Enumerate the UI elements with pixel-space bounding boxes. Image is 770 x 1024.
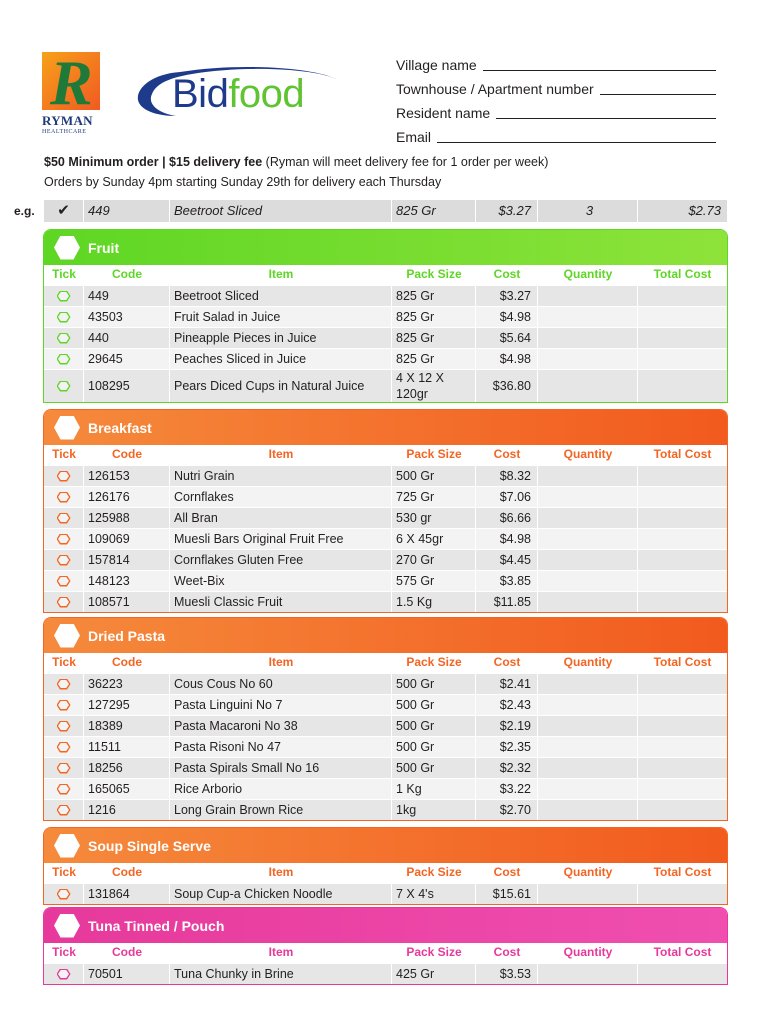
row-cost: $4.98 [476, 349, 538, 369]
row-cost: $2.19 [476, 716, 538, 736]
row-code: 109069 [84, 529, 170, 549]
row-pack: 7 X 4's [392, 884, 476, 904]
tick-hexagon-icon[interactable] [57, 889, 71, 900]
tick-cell[interactable] [44, 964, 84, 984]
resident-details-form [396, 51, 716, 147]
column-header-cost: Cost [493, 865, 521, 879]
bidfood-word-food: food [228, 72, 305, 116]
total-cost-input[interactable] [638, 466, 727, 486]
tick-cell[interactable] [44, 800, 84, 820]
townhouse-number-input-line[interactable] [600, 94, 716, 95]
row-item: Rice Arborio [170, 779, 392, 799]
row-item: Pasta Linguini No 7 [170, 695, 392, 715]
total-cost-input[interactable] [638, 307, 727, 327]
quantity-input[interactable] [538, 737, 638, 757]
quantity-input[interactable] [538, 884, 638, 904]
row-pack: 425 Gr [392, 964, 476, 984]
tick-hexagon-icon[interactable] [57, 471, 71, 482]
tick-cell[interactable] [44, 779, 84, 799]
total-cost-input[interactable] [638, 758, 727, 778]
row-code: 127295 [84, 695, 170, 715]
row-pack: 500 Gr [392, 695, 476, 715]
hexagon-icon [54, 416, 80, 440]
tick-cell[interactable] [44, 349, 84, 369]
quantity-input[interactable] [538, 487, 638, 507]
column-header-pack: Pack Size [406, 267, 462, 281]
column-header-code: Code [112, 945, 142, 959]
tick-cell[interactable] [44, 529, 84, 549]
quantity-input[interactable] [538, 550, 638, 570]
email-field[interactable] [396, 123, 716, 147]
row-item: Pineapple Pieces in Juice [170, 328, 392, 348]
table-row [44, 348, 727, 369]
table-row [44, 486, 727, 507]
example-code: 449 [84, 200, 170, 222]
total-cost-input[interactable] [638, 571, 727, 591]
table-row [44, 570, 727, 591]
row-cost: $3.27 [476, 286, 538, 306]
total-cost-input[interactable] [638, 716, 727, 736]
table-row [44, 549, 727, 570]
column-header-tick: Tick [52, 267, 76, 281]
tick-cell[interactable] [44, 571, 84, 591]
table-row [44, 673, 727, 694]
quantity-input[interactable] [538, 758, 638, 778]
row-item: Tuna Chunky in Brine [170, 964, 392, 984]
row-cost: $15.61 [476, 884, 538, 904]
row-cost: $2.35 [476, 737, 538, 757]
tick-cell[interactable] [44, 550, 84, 570]
total-cost-input[interactable] [638, 674, 727, 694]
tick-hexagon-icon[interactable] [57, 763, 71, 774]
table-row [44, 799, 727, 820]
table-row [44, 507, 727, 528]
tick-cell[interactable] [44, 328, 84, 348]
example-pack: 825 Gr [392, 200, 476, 222]
row-cost: $4.98 [476, 529, 538, 549]
delivery-schedule-note: Orders by Sunday 4pm starting Sunday 29th for delivery each Thursday [44, 175, 442, 189]
ryman-logo-mark [42, 47, 100, 118]
section-rows [44, 285, 727, 402]
row-item: Muesli Bars Original Fruit Free [170, 529, 392, 549]
column-header-item: Item [268, 447, 294, 461]
tick-hexagon-icon[interactable] [57, 534, 71, 545]
row-item: Long Grain Brown Rice [170, 800, 392, 820]
section-3 [43, 827, 728, 905]
section-banner [44, 618, 727, 653]
order-terms-bold: $50 Minimum order | $15 delivery fee [44, 155, 263, 169]
row-pack: 1kg [392, 800, 476, 820]
row-pack: 4 X 12 X 120gr [392, 370, 476, 402]
row-pack: 825 Gr [392, 307, 476, 327]
tick-cell[interactable] [44, 370, 84, 402]
quantity-input[interactable] [538, 286, 638, 306]
quantity-input[interactable] [538, 328, 638, 348]
quantity-input[interactable] [538, 695, 638, 715]
column-header-total: Total Cost [653, 267, 712, 281]
quantity-input[interactable] [538, 529, 638, 549]
ryman-logo-letter: R [50, 47, 93, 118]
row-cost: $2.32 [476, 758, 538, 778]
column-header-qty: Quantity [563, 945, 613, 959]
table-row [44, 778, 727, 799]
row-item: Peaches Sliced in Juice [170, 349, 392, 369]
bidfood-logo [132, 66, 344, 126]
tick-hexagon-icon[interactable] [57, 721, 71, 732]
tick-cell[interactable] [44, 307, 84, 327]
row-code: 148123 [84, 571, 170, 591]
row-code: 1216 [84, 800, 170, 820]
quantity-input[interactable] [538, 307, 638, 327]
column-header-qty: Quantity [563, 655, 613, 669]
column-header-total: Total Cost [653, 865, 712, 879]
row-pack: 530 gr [392, 508, 476, 528]
section-1 [43, 409, 728, 613]
column-header-tick: Tick [52, 865, 76, 879]
hexagon-icon [54, 236, 80, 260]
section-banner [44, 230, 727, 265]
table-row [44, 715, 727, 736]
column-header-qty: Quantity [563, 865, 613, 879]
table-row [44, 963, 727, 984]
total-cost-input[interactable] [638, 695, 727, 715]
row-cost: $2.70 [476, 800, 538, 820]
tick-cell[interactable] [44, 466, 84, 486]
row-code: 125988 [84, 508, 170, 528]
email-label: Email [396, 129, 432, 145]
tick-hexagon-icon[interactable] [57, 700, 71, 711]
row-pack: 500 Gr [392, 758, 476, 778]
row-code: 18389 [84, 716, 170, 736]
email-input-line[interactable] [437, 142, 716, 143]
table-row [44, 757, 727, 778]
tick-cell[interactable] [44, 674, 84, 694]
tick-hexagon-icon[interactable] [57, 784, 71, 795]
row-code: 18256 [84, 758, 170, 778]
total-cost-input[interactable] [638, 328, 727, 348]
row-item: Pasta Macaroni No 38 [170, 716, 392, 736]
row-cost: $3.22 [476, 779, 538, 799]
total-cost-input[interactable] [638, 286, 727, 306]
column-header-code: Code [112, 447, 142, 461]
row-item: Weet-Bix [170, 571, 392, 591]
tick-hexagon-icon[interactable] [57, 354, 71, 365]
tick-cell[interactable] [44, 487, 84, 507]
column-header-code: Code [112, 267, 142, 281]
townhouse-number-field[interactable] [396, 75, 716, 99]
row-cost: $36.80 [476, 370, 538, 402]
column-header-item: Item [268, 655, 294, 669]
quantity-input[interactable] [538, 466, 638, 486]
column-header-total: Total Cost [653, 945, 712, 959]
quantity-input[interactable] [538, 800, 638, 820]
row-item: Soup Cup-a Chicken Noodle [170, 884, 392, 904]
section-title: Breakfast [88, 419, 152, 436]
column-header-tick: Tick [52, 655, 76, 669]
row-item: Cous Cous No 60 [170, 674, 392, 694]
row-code: 165065 [84, 779, 170, 799]
column-header-item: Item [268, 945, 294, 959]
table-row [44, 465, 727, 486]
tick-hexagon-icon[interactable] [57, 513, 71, 524]
total-cost-input[interactable] [638, 964, 727, 984]
section-2 [43, 617, 728, 821]
section-header-row [44, 943, 727, 963]
table-row [44, 369, 727, 402]
total-cost-input[interactable] [638, 529, 727, 549]
village-name-label: Village name [396, 57, 477, 73]
total-cost-input[interactable] [638, 550, 727, 570]
table-row [44, 306, 727, 327]
total-cost-input[interactable] [638, 370, 727, 402]
quantity-input[interactable] [538, 779, 638, 799]
section-rows [44, 883, 727, 904]
total-cost-input[interactable] [638, 487, 727, 507]
table-row [44, 528, 727, 549]
row-pack: 1.5 Kg [392, 592, 476, 612]
townhouse-number-label: Townhouse / Apartment number [396, 81, 594, 97]
row-code: 29645 [84, 349, 170, 369]
column-header-total: Total Cost [653, 447, 712, 461]
quantity-input[interactable] [538, 370, 638, 402]
tick-cell[interactable] [44, 716, 84, 736]
bidfood-word-bid: Bid [172, 72, 229, 116]
column-header-qty: Quantity [563, 447, 613, 461]
row-pack: 825 Gr [392, 349, 476, 369]
row-item: All Bran [170, 508, 392, 528]
hexagon-icon [54, 914, 80, 938]
example-label: e.g. [14, 204, 35, 218]
row-code: 449 [84, 286, 170, 306]
hexagon-icon [54, 624, 80, 648]
hexagon-icon [54, 834, 80, 858]
tick-hexagon-icon[interactable] [57, 381, 71, 392]
quantity-input[interactable] [538, 674, 638, 694]
bidfood-wordmark [172, 72, 304, 117]
table-row [44, 285, 727, 306]
row-code: 43503 [84, 307, 170, 327]
example-quantity: 3 [538, 200, 638, 222]
table-row [44, 694, 727, 715]
row-pack: 500 Gr [392, 716, 476, 736]
ryman-logo [42, 47, 102, 136]
tick-hexagon-icon[interactable] [57, 805, 71, 816]
section-rows [44, 465, 727, 612]
quantity-input[interactable] [538, 508, 638, 528]
row-pack: 500 Gr [392, 674, 476, 694]
tick-hexagon-icon[interactable] [57, 555, 71, 566]
quantity-input[interactable] [538, 716, 638, 736]
row-cost: $6.66 [476, 508, 538, 528]
row-code: 36223 [84, 674, 170, 694]
row-cost: $3.85 [476, 571, 538, 591]
row-code: 126176 [84, 487, 170, 507]
quantity-input[interactable] [538, 592, 638, 612]
section-header-row [44, 863, 727, 883]
section-banner [44, 410, 727, 445]
row-pack: 575 Gr [392, 571, 476, 591]
column-header-pack: Pack Size [406, 655, 462, 669]
row-cost: $3.53 [476, 964, 538, 984]
example-row [44, 200, 727, 222]
row-code: 157814 [84, 550, 170, 570]
row-cost: $4.98 [476, 307, 538, 327]
column-header-cost: Cost [493, 655, 521, 669]
row-code: 440 [84, 328, 170, 348]
row-cost: $2.43 [476, 695, 538, 715]
table-row [44, 883, 727, 904]
tick-hexagon-icon[interactable] [57, 679, 71, 690]
row-cost: $2.41 [476, 674, 538, 694]
ryman-logo-sub: HEALTHCARE [42, 129, 87, 135]
total-cost-input[interactable] [638, 592, 727, 612]
ryman-logo-name: RYMAN [42, 113, 93, 128]
section-0 [43, 229, 728, 403]
table-row [44, 591, 727, 612]
column-header-cost: Cost [493, 267, 521, 281]
column-header-qty: Quantity [563, 267, 613, 281]
resident-name-label: Resident name [396, 105, 491, 121]
order-terms [44, 155, 548, 169]
quantity-input[interactable] [538, 964, 638, 984]
column-header-pack: Pack Size [406, 447, 462, 461]
row-item: Muesli Classic Fruit [170, 592, 392, 612]
row-item: Pasta Spirals Small No 16 [170, 758, 392, 778]
tick-hexagon-icon[interactable] [57, 291, 71, 302]
row-cost: $4.45 [476, 550, 538, 570]
row-item: Nutri Grain [170, 466, 392, 486]
example-total: $2.73 [688, 203, 721, 218]
tick-hexagon-icon[interactable] [57, 597, 71, 608]
tick-cell[interactable] [44, 592, 84, 612]
row-pack: 6 X 45gr [392, 529, 476, 549]
row-pack: 1 Kg [392, 779, 476, 799]
column-header-item: Item [268, 865, 294, 879]
column-header-cost: Cost [493, 447, 521, 461]
section-rows [44, 963, 727, 984]
total-cost-input[interactable] [638, 779, 727, 799]
tick-cell[interactable] [44, 695, 84, 715]
tick-cell[interactable] [44, 758, 84, 778]
row-code: 11511 [84, 737, 170, 757]
column-header-item: Item [268, 267, 294, 281]
section-header-row [44, 653, 727, 673]
row-item: Beetroot Sliced [170, 286, 392, 306]
total-cost-input[interactable] [638, 349, 727, 369]
tick-hexagon-icon[interactable] [57, 333, 71, 344]
row-pack: 725 Gr [392, 487, 476, 507]
column-header-pack: Pack Size [406, 865, 462, 879]
row-code: 108295 [84, 370, 170, 402]
village-name-input-line[interactable] [483, 70, 716, 71]
tick-cell[interactable] [44, 884, 84, 904]
section-title: Tuna Tinned / Pouch [88, 917, 225, 934]
row-code: 126153 [84, 466, 170, 486]
resident-name-field[interactable] [396, 99, 716, 123]
tick-hexagon-icon[interactable] [57, 312, 71, 323]
tick-hexagon-icon[interactable] [57, 969, 71, 980]
table-row [44, 327, 727, 348]
section-banner [44, 828, 727, 863]
row-pack: 825 Gr [392, 286, 476, 306]
example-item: Beetroot Sliced [170, 200, 392, 222]
column-header-cost: Cost [493, 945, 521, 959]
quantity-input[interactable] [538, 571, 638, 591]
tick-hexagon-icon[interactable] [57, 576, 71, 587]
row-cost: $7.06 [476, 487, 538, 507]
resident-name-input-line[interactable] [496, 118, 716, 119]
section-title: Fruit [88, 239, 120, 256]
row-cost: $8.32 [476, 466, 538, 486]
column-header-tick: Tick [52, 945, 76, 959]
row-item: Fruit Salad in Juice [170, 307, 392, 327]
section-title: Soup Single Serve [88, 837, 211, 854]
total-cost-input[interactable] [638, 884, 727, 904]
column-header-code: Code [112, 655, 142, 669]
quantity-input[interactable] [538, 349, 638, 369]
village-name-field[interactable] [396, 51, 716, 75]
example-cost: $3.27 [476, 200, 538, 222]
column-header-code: Code [112, 865, 142, 879]
tick-cell[interactable] [44, 737, 84, 757]
row-pack: 825 Gr [392, 328, 476, 348]
tick-cell[interactable] [44, 508, 84, 528]
row-item: Cornflakes Gluten Free [170, 550, 392, 570]
row-pack: 270 Gr [392, 550, 476, 570]
example-checkbox-icon: ✔ [44, 200, 84, 222]
total-cost-input[interactable] [638, 737, 727, 757]
section-title: Dried Pasta [88, 627, 166, 644]
row-item: Cornflakes [170, 487, 392, 507]
row-code: 70501 [84, 964, 170, 984]
row-item: Pears Diced Cups in Natural Juice [170, 370, 392, 402]
section-header-row [44, 445, 727, 465]
tick-hexagon-icon[interactable] [57, 492, 71, 503]
total-cost-input[interactable] [638, 800, 727, 820]
section-banner [44, 908, 727, 943]
row-cost: $5.64 [476, 328, 538, 348]
total-cost-input[interactable] [638, 508, 727, 528]
row-pack: 500 Gr [392, 466, 476, 486]
section-rows [44, 673, 727, 820]
section-4 [43, 907, 728, 985]
tick-cell[interactable] [44, 286, 84, 306]
row-pack: 500 Gr [392, 737, 476, 757]
column-header-total: Total Cost [653, 655, 712, 669]
column-header-pack: Pack Size [406, 945, 462, 959]
table-row [44, 736, 727, 757]
row-code: 108571 [84, 592, 170, 612]
order-terms-rest: (Ryman will meet delivery fee for 1 order per week) [262, 155, 549, 169]
tick-hexagon-icon[interactable] [57, 742, 71, 753]
row-item: Pasta Risoni No 47 [170, 737, 392, 757]
row-code: 131864 [84, 884, 170, 904]
section-header-row [44, 265, 727, 285]
row-cost: $11.85 [476, 592, 538, 612]
column-header-tick: Tick [52, 447, 76, 461]
